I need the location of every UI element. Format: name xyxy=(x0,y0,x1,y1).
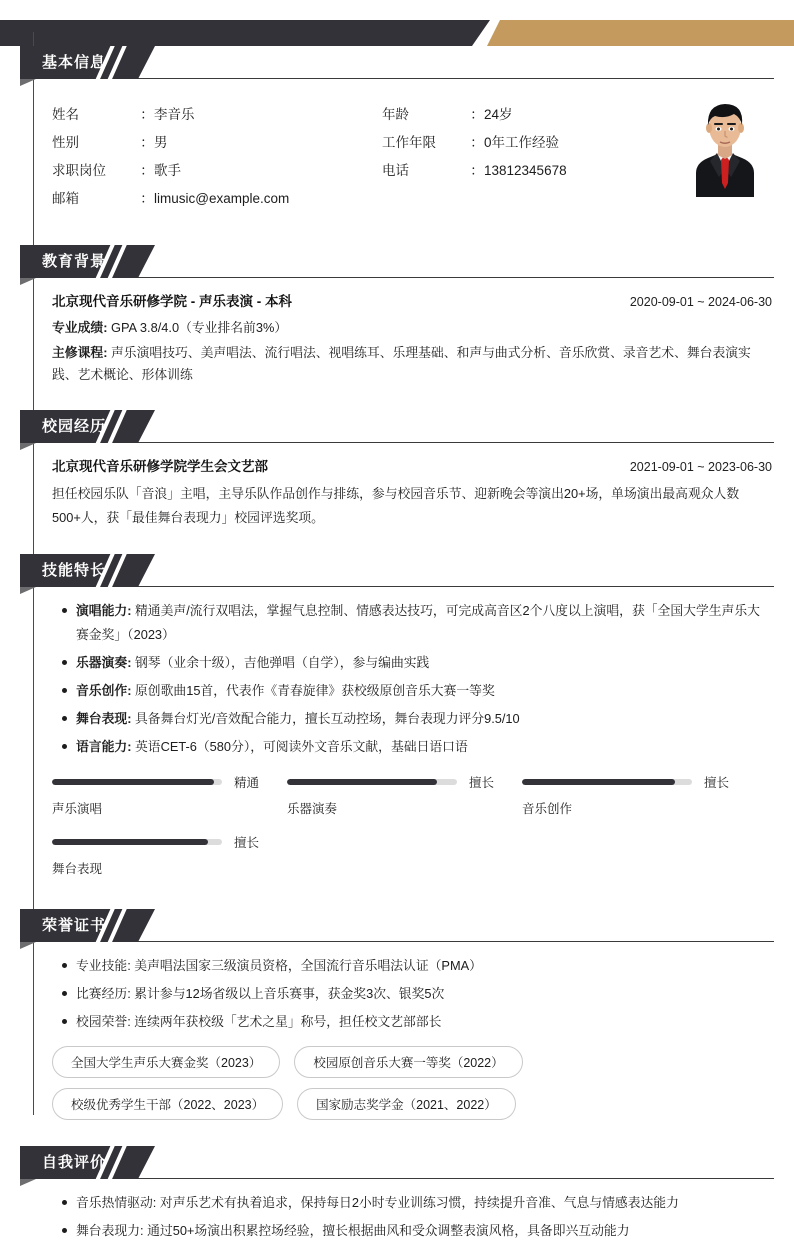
section-campus-experience xyxy=(0,410,794,530)
entry-date: 2020-09-01 ~ 2024-06-30 xyxy=(629,295,772,309)
skill-bar-row xyxy=(52,773,287,791)
skill-bar-row xyxy=(287,773,522,791)
skill-bar-track xyxy=(52,779,222,785)
honor-chip: 国家励志奖学金（2021、2022） xyxy=(297,1088,516,1120)
section-underline xyxy=(138,941,774,942)
skill-bar-row xyxy=(522,773,757,791)
skill-label: 舞台表现: xyxy=(76,711,132,726)
info-label: 求职岗位 xyxy=(52,163,106,178)
info-row xyxy=(382,101,682,129)
list-item xyxy=(76,1191,772,1215)
honor-label: 比赛经历: xyxy=(76,986,131,1001)
section-underline xyxy=(138,1178,774,1179)
section-body-self-evaluation xyxy=(52,1179,772,1243)
section-underline xyxy=(138,277,774,278)
basic-info-grid xyxy=(52,91,772,219)
section-honors xyxy=(0,909,794,1120)
list-item xyxy=(76,1010,772,1034)
section-body-campus-experience xyxy=(52,443,772,530)
info-value-email: limusic@example.com xyxy=(154,191,290,206)
info-label: 性别 xyxy=(52,135,79,150)
basic-info-right-column xyxy=(382,101,682,219)
section-basic-info xyxy=(0,46,794,219)
skill-label: 语言能力: xyxy=(76,739,132,754)
eval-text: 通过50+场演出积累控场经验，擅长根据曲风和受众调整表演风格，具备即兴互动能力 xyxy=(143,1223,630,1238)
skill-bar-fill xyxy=(522,779,675,785)
skill-bar-item xyxy=(52,773,287,817)
section-header-notch xyxy=(20,587,36,594)
info-value-name: 李音乐 xyxy=(154,107,195,122)
skill-bar-level: 擅长 xyxy=(234,836,260,850)
entry-detail-label: 主修课程: xyxy=(52,345,108,360)
skill-text: 英语CET-6（580分），可阅读外文音乐文献，基础日语口语 xyxy=(131,739,468,754)
skill-label: 乐器演奏: xyxy=(76,655,132,670)
skill-bar-item xyxy=(522,773,757,817)
honor-chip-list xyxy=(52,1046,572,1120)
honor-text: 美声唱法国家三级演员资格，全国流行音乐唱法认证（PMA） xyxy=(130,958,482,973)
section-body-honors xyxy=(52,942,772,1120)
skill-bar-level: 擅长 xyxy=(469,776,495,790)
list-item xyxy=(76,707,772,731)
info-value-gender: 男 xyxy=(154,135,168,150)
skills-list xyxy=(52,599,772,759)
skill-label: 演唱能力: xyxy=(76,603,132,618)
portrait-photo-icon xyxy=(684,91,766,197)
info-row xyxy=(52,101,382,129)
skill-text: 原创歌曲15首，代表作《青春旋律》获校级原创音乐大赛一等奖 xyxy=(131,683,495,698)
top-decorative-banner xyxy=(0,20,794,46)
info-value-experience: 0年工作经验 xyxy=(484,135,560,150)
section-underline xyxy=(138,586,774,587)
resume-page xyxy=(0,46,794,1247)
info-colon: ： xyxy=(140,135,154,150)
list-item xyxy=(76,982,772,1006)
info-row xyxy=(52,185,382,213)
banner-dark-shape xyxy=(0,20,490,46)
list-item xyxy=(76,599,772,647)
section-body-basic-info xyxy=(52,79,772,219)
section-header-honors xyxy=(20,909,794,942)
info-colon: ： xyxy=(470,107,484,122)
section-underline xyxy=(138,78,774,79)
info-row xyxy=(382,157,682,185)
skill-bar-level: 擅长 xyxy=(704,776,730,790)
entry-header xyxy=(52,455,772,475)
list-item xyxy=(76,954,772,978)
section-skills xyxy=(0,554,794,893)
section-title: 自我评价 xyxy=(42,1154,107,1171)
info-value-position: 歌手 xyxy=(154,163,181,178)
skill-bar-item xyxy=(52,833,287,877)
banner-gold-shape xyxy=(487,20,794,46)
skill-bar-item xyxy=(287,773,522,817)
list-item xyxy=(76,679,772,703)
section-header-education xyxy=(20,245,794,278)
honor-chip: 校级优秀学生干部（2022、2023） xyxy=(52,1088,283,1120)
list-item xyxy=(76,735,772,759)
eval-text: 对声乐艺术有执着追求，保持每日2小时专业训练习惯，持续提升音准、气息与情感表达能力 xyxy=(156,1195,679,1210)
section-header-notch xyxy=(20,443,36,450)
info-value-phone: 13812345678 xyxy=(484,163,567,178)
entry-detail-text: 声乐演唱技巧、美声唱法、流行唱法、视唱练耳、乐理基础、和声与曲式分析、音乐欣赏、录音艺术、舞台表演实践、艺术概论、形体训练 xyxy=(52,345,751,382)
info-row xyxy=(52,129,382,157)
info-colon: ： xyxy=(140,163,154,178)
entry-date: 2021-09-01 ~ 2023-06-30 xyxy=(629,460,772,474)
section-header-notch xyxy=(20,942,36,949)
honor-label: 专业技能: xyxy=(76,958,131,973)
section-header-campus-experience xyxy=(20,410,794,443)
info-row xyxy=(52,157,382,185)
skill-bar-name: 音乐创作 xyxy=(522,802,573,816)
skill-text: 具备舞台灯光/音效配合能力，擅长互动控场，舞台表现力评分9.5/10 xyxy=(131,711,520,726)
eval-label: 音乐热情驱动: xyxy=(76,1195,157,1210)
info-label: 姓名 xyxy=(52,107,79,122)
entry-title: 北京现代音乐研修学院学生会文艺部 xyxy=(52,459,268,474)
section-header-basic-info xyxy=(20,46,794,79)
section-header-notch xyxy=(20,79,36,86)
entry-detail-line xyxy=(52,342,772,386)
skill-text: 钢琴（业余十级），吉他弹唱（自学），参与编曲实践 xyxy=(131,655,430,670)
info-colon: ： xyxy=(140,191,154,206)
section-title: 荣誉证书 xyxy=(42,917,107,934)
section-title: 校园经历 xyxy=(42,418,107,435)
info-row xyxy=(382,129,682,157)
section-header-notch xyxy=(20,1179,36,1186)
info-label: 邮箱 xyxy=(52,191,79,206)
honor-text: 连续两年获校级「艺术之星」称号，担任校文艺部部长 xyxy=(130,1014,442,1029)
section-underline xyxy=(138,442,774,443)
info-colon: ： xyxy=(470,135,484,150)
entry-detail-label: 专业成绩: xyxy=(52,320,108,335)
avatar xyxy=(684,91,766,197)
skill-bar-level: 精通 xyxy=(234,776,260,790)
skill-label: 音乐创作: xyxy=(76,683,132,698)
section-header-self-evaluation xyxy=(20,1146,794,1179)
skill-bar-fill xyxy=(52,839,208,845)
education-entry xyxy=(52,290,772,386)
section-education xyxy=(0,245,794,386)
entry-paragraph: 担任校园乐队「音浪」主唱，主导乐队作品创作与排练，参与校园音乐节、迎新晚会等演出20+场，单场演出最高观众人数500+人，获「最佳舞台表现力」校园评选奖项。 xyxy=(52,486,740,525)
skill-bar-row xyxy=(52,833,287,851)
skill-bar-name: 声乐演唱 xyxy=(52,802,103,816)
self-evaluation-list xyxy=(52,1191,772,1243)
skill-bar-track xyxy=(52,839,222,845)
info-colon: ： xyxy=(470,163,484,178)
info-label: 年龄 xyxy=(382,107,409,122)
skill-bar-track xyxy=(522,779,692,785)
honor-chip: 全国大学生声乐大赛金奖（2023） xyxy=(52,1046,280,1078)
honors-list xyxy=(52,954,772,1034)
skill-bars xyxy=(52,773,772,893)
honor-chip: 校园原创音乐大赛一等奖（2022） xyxy=(294,1046,522,1078)
entry-header xyxy=(52,290,772,310)
skill-bar-track xyxy=(287,779,457,785)
list-item xyxy=(76,1219,772,1243)
honor-label: 校园荣誉: xyxy=(76,1014,131,1029)
skill-bar-name: 乐器演奏 xyxy=(287,802,338,816)
basic-info-left-column xyxy=(52,101,382,219)
section-header-notch xyxy=(20,278,36,285)
skill-bar-name: 舞台表现 xyxy=(52,862,103,876)
eval-label: 舞台表现力: xyxy=(76,1223,144,1238)
section-title: 技能特长 xyxy=(42,562,107,579)
section-body-skills xyxy=(52,587,772,893)
info-colon: ： xyxy=(140,107,154,122)
entry-detail-line xyxy=(52,317,772,339)
campus-entry xyxy=(52,455,772,530)
section-header-skills xyxy=(20,554,794,587)
info-label: 工作年限 xyxy=(382,135,436,150)
skill-bar-fill xyxy=(52,779,214,785)
section-title: 教育背景 xyxy=(42,253,107,270)
entry-title: 北京现代音乐研修学院 - 声乐表演 - 本科 xyxy=(52,294,292,309)
section-title: 基本信息 xyxy=(42,54,107,71)
skill-text: 精通美声/流行双唱法，掌握气息控制、情感表达技巧，可完成高音区2个八度以上演唱，获「全国大学生声乐大赛金奖」（2023） xyxy=(76,603,760,642)
list-item xyxy=(76,651,772,675)
entry-detail-text: GPA 3.8/4.0（专业排名前3%） xyxy=(107,320,288,335)
info-value-age: 24岁 xyxy=(484,107,513,122)
info-label: 电话 xyxy=(382,163,409,178)
honor-text: 累计参与12场省级以上音乐赛事，获金奖3次、银奖5次 xyxy=(130,986,445,1001)
section-body-education xyxy=(52,278,772,386)
skill-bar-fill xyxy=(287,779,437,785)
section-self-evaluation xyxy=(0,1146,794,1243)
